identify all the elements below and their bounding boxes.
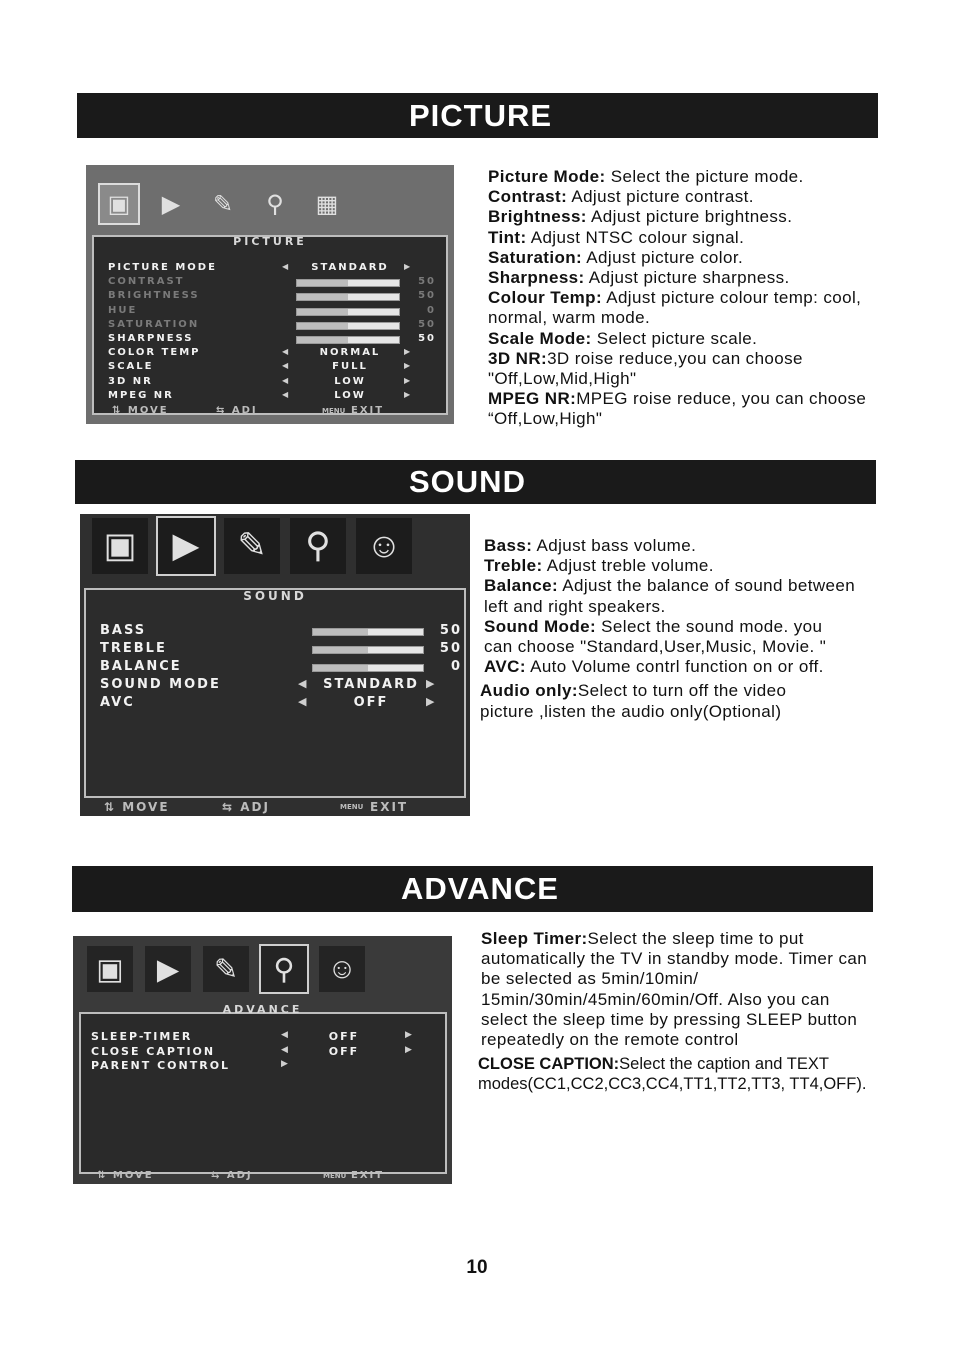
picture-section-heading <box>77 93 878 138</box>
menu-row-label: HUE <box>108 304 138 316</box>
sound-menu-screenshot <box>80 514 470 816</box>
level-value: 50 <box>418 318 436 330</box>
setup-icon: ✎ <box>224 518 280 574</box>
description-item <box>480 556 875 576</box>
description-term: Contrast: <box>488 187 568 207</box>
smiley-icon: ☺ <box>319 946 365 992</box>
description-item <box>488 288 868 328</box>
menu-row-value: STANDARD <box>311 262 389 273</box>
exit-hint: EXIT <box>351 1170 385 1181</box>
description-text: Select picture scale. <box>591 328 758 348</box>
menu-row-label: TREBLE <box>100 641 167 656</box>
description-item <box>478 1054 873 1094</box>
description-text: Adjust treble volume. <box>542 556 714 576</box>
advance-menu-screenshot <box>73 936 452 1184</box>
description-term: Balance: <box>484 576 559 596</box>
description-item <box>488 268 868 288</box>
level-fill <box>297 280 348 286</box>
description-text: Adjust the balance of sound between left and right speakers. <box>484 576 856 616</box>
description-item <box>488 187 868 207</box>
menu-row-label: COLOR TEMP <box>108 347 201 359</box>
adjust-hint: ⇆ ADJ <box>211 1170 253 1181</box>
menu-row-label: AVC <box>100 695 135 710</box>
page-number: 10 <box>466 1257 488 1278</box>
level-slider[interactable] <box>312 646 424 654</box>
menu-row-label: SATURATION <box>108 318 200 330</box>
setup-icon: ✎ <box>204 185 242 223</box>
menu-row-label: BASS <box>100 623 147 638</box>
description-term: Sleep Timer: <box>481 929 588 948</box>
level-slider[interactable] <box>296 322 400 330</box>
picture-icon: ▣ <box>92 518 148 574</box>
sound-section-heading <box>75 460 876 504</box>
exit-hint: EXIT <box>351 405 385 416</box>
level-value: 50 <box>439 641 462 656</box>
menu-row-label: SLEEP-TIMER <box>91 1030 193 1043</box>
description-term: Brightness: <box>488 207 587 227</box>
level-slider[interactable] <box>312 628 424 636</box>
sound-heading-text: SOUND <box>409 464 526 499</box>
level-value: 50 <box>439 623 462 638</box>
description-item <box>488 207 868 227</box>
menu-key-label: MENU <box>323 1172 347 1180</box>
picture-descriptions <box>488 167 868 430</box>
picture-menu-screenshot <box>86 165 454 424</box>
description-term: Scale Mode: <box>488 328 592 348</box>
description-item <box>480 576 875 616</box>
description-term: Sound Mode: <box>484 616 597 636</box>
menu-row-label: CLOSE CAPTION <box>91 1044 216 1058</box>
arrow-right-icon[interactable]: ▶ <box>404 347 413 357</box>
menu-title: SOUND <box>243 589 307 603</box>
description-item <box>488 329 868 349</box>
menu-row-label: SCALE <box>108 361 154 373</box>
move-hint: ⇅ MOVE <box>112 405 169 416</box>
menu-row-label: MPEG NR <box>108 389 174 401</box>
menu-row-label: BALANCE <box>100 659 182 674</box>
menu-row-value: LOW <box>334 389 366 401</box>
description-term: Colour Temp: <box>488 288 603 308</box>
level-fill <box>297 294 348 300</box>
menu-row-value: STANDARD <box>323 677 419 692</box>
menu-row[interactable] <box>86 262 454 276</box>
menu-row[interactable] <box>80 677 470 695</box>
description-term: Picture Mode: <box>488 167 606 186</box>
arrow-left-icon[interactable]: ◀ <box>282 375 291 385</box>
description-item <box>480 657 875 677</box>
menu-row[interactable] <box>73 1030 452 1045</box>
description-item <box>478 929 878 1050</box>
description-text: Select the caption and TEXT modes(CC1,CC2,CC3,CC4,TT1,TT2,TT3, TT4,OFF). <box>478 1055 867 1094</box>
adjust-hint: ⇆ ADJ <box>222 800 270 814</box>
description-term: 3D NR: <box>488 348 548 368</box>
description-item <box>488 349 868 389</box>
level-slider[interactable] <box>312 664 424 672</box>
menu-icon-row <box>92 518 470 574</box>
description-term: Saturation: <box>488 247 583 267</box>
menu-row[interactable] <box>80 623 470 641</box>
level-slider[interactable] <box>296 308 400 316</box>
level-fill <box>313 647 368 653</box>
menu-key-label: MENU <box>340 803 364 811</box>
menu-row[interactable] <box>86 305 454 319</box>
description-text: Select the sleep time to put automatically the TV in standby mode. Timer can be selected as 5min/10min/ 15min/30min/45min/60min/Off. Also you can select the sleep time by pressing SLEEP button repeatedly on the remote control <box>481 929 868 1050</box>
adjust-hint: ⇆ ADJ <box>216 405 258 416</box>
menu-row[interactable] <box>73 1045 452 1060</box>
menu-row-label: PARENT CONTROL <box>91 1059 231 1072</box>
arrow-right-icon[interactable]: ▶ <box>281 1059 290 1069</box>
description-term: Tint: <box>488 227 527 247</box>
menu-row-label: SOUND MODE <box>100 677 221 692</box>
menu-row-label: SHARPNESS <box>108 333 194 344</box>
description-term: Sharpness: <box>488 268 585 288</box>
advance-icon: ⚲ <box>256 185 294 223</box>
description-text: Adjust NTSC colour signal. <box>526 227 745 247</box>
arrow-right-icon[interactable]: ▶ <box>405 1030 414 1040</box>
menu-row[interactable] <box>86 347 454 361</box>
level-slider[interactable] <box>296 279 400 287</box>
menu-row[interactable] <box>80 695 470 713</box>
move-hint: ⇅ MOVE <box>104 800 170 814</box>
level-value: 50 <box>418 333 436 344</box>
description-text: Adjust picture sharpness. <box>584 268 790 288</box>
arrow-right-icon[interactable]: ▶ <box>404 375 413 385</box>
level-value: 0 <box>450 659 462 674</box>
description-term: Audio only: <box>480 681 578 701</box>
arrow-left-icon[interactable]: ◀ <box>281 1030 290 1040</box>
level-slider[interactable] <box>296 293 400 301</box>
level-value: 0 <box>427 304 436 316</box>
arrow-right-icon[interactable]: ▶ <box>426 677 437 690</box>
arrow-right-icon[interactable]: ▶ <box>405 1044 414 1055</box>
smiley-icon: ☺ <box>356 518 412 574</box>
level-fill <box>297 337 348 343</box>
level-value: 50 <box>418 276 436 288</box>
description-text: Select the sound mode. you can choose "Standard,User,Music, Movie. " <box>484 616 827 657</box>
menu-row-value: OFF <box>353 695 389 710</box>
description-text: Select the picture mode. <box>605 167 804 186</box>
level-slider[interactable] <box>296 336 400 344</box>
description-term: Bass: <box>484 536 533 555</box>
menu-row-value: OFF <box>328 1030 360 1043</box>
menu-row-value: FULL <box>332 361 368 373</box>
description-item <box>480 681 840 721</box>
menu-row-value: NORMAL <box>319 347 381 359</box>
menu-row[interactable] <box>86 290 454 304</box>
menu-row-label: BRIGHTNESS <box>108 290 200 302</box>
sound-descriptions <box>480 536 875 722</box>
menu-row[interactable] <box>80 659 470 677</box>
exit-hint: EXIT <box>370 800 409 814</box>
level-fill <box>313 665 368 671</box>
arrow-left-icon[interactable]: ◀ <box>282 361 291 371</box>
sound-icon: ▶ <box>158 518 214 574</box>
advance-icon: ⚲ <box>290 518 346 574</box>
move-hint: ⇅ MOVE <box>97 1170 154 1181</box>
description-term: MPEG NR: <box>488 389 577 409</box>
picture-icon: ▣ <box>100 185 138 223</box>
arrow-left-icon[interactable]: ◀ <box>298 695 309 708</box>
menu-row-label: CONTRAST <box>108 276 185 288</box>
sound-icon: ▶ <box>145 946 191 992</box>
arrow-left-icon[interactable]: ◀ <box>282 347 291 357</box>
level-fill <box>313 629 368 635</box>
setup-icon: ✎ <box>203 946 249 992</box>
sound-icon: ▶ <box>152 185 190 223</box>
description-text: MPEG roise reduce, you can choose “Off,Low,High" <box>488 389 867 429</box>
arrow-left-icon[interactable]: ◀ <box>281 1044 290 1055</box>
advance-section-heading <box>72 866 873 912</box>
menu-row[interactable] <box>86 276 454 290</box>
picture-icon: ▣ <box>87 946 133 992</box>
description-item <box>488 228 868 248</box>
menu-row[interactable] <box>73 1059 452 1074</box>
description-term: CLOSE CAPTION: <box>478 1055 620 1074</box>
menu-row[interactable] <box>86 376 454 390</box>
description-item <box>480 536 875 556</box>
menu-row[interactable] <box>80 641 470 659</box>
advance-icon: ⚲ <box>261 946 307 992</box>
arrow-right-icon[interactable]: ▶ <box>426 695 437 708</box>
arrow-right-icon[interactable]: ▶ <box>404 262 413 271</box>
level-value: 50 <box>418 290 436 302</box>
description-text: Adjust bass volume. <box>532 536 697 555</box>
arrow-left-icon[interactable]: ◀ <box>282 389 291 399</box>
description-item <box>480 617 834 657</box>
description-text: Adjust picture colour temp: cool, normal, warm mode. <box>488 288 862 328</box>
menu-icon-row <box>100 185 454 223</box>
arrow-left-icon[interactable]: ◀ <box>282 262 291 271</box>
description-item <box>488 389 868 429</box>
menu-row[interactable] <box>86 319 454 333</box>
menu-row[interactable] <box>86 361 454 375</box>
channel-icon: ▦ <box>308 185 346 223</box>
description-term: AVC: <box>484 657 526 677</box>
level-fill <box>297 323 348 329</box>
description-text: 3D roise reduce,you can choose "Off,Low,Mid,High" <box>488 348 803 389</box>
description-item <box>488 248 868 268</box>
menu-row[interactable] <box>86 333 454 347</box>
description-text: Adjust picture contrast. <box>567 187 754 207</box>
description-item <box>488 167 868 187</box>
level-fill <box>297 309 348 315</box>
menu-title: PICTURE <box>233 235 307 248</box>
advance-descriptions <box>478 929 878 1095</box>
description-text: Adjust picture color. <box>582 247 744 267</box>
menu-row-label: PICTURE MODE <box>108 262 217 273</box>
arrow-right-icon[interactable]: ▶ <box>404 361 413 371</box>
arrow-left-icon[interactable]: ◀ <box>298 677 309 690</box>
arrow-right-icon[interactable]: ▶ <box>404 389 413 399</box>
description-text: Auto Volume contrl function on or off. <box>525 657 824 677</box>
description-term: Treble: <box>484 556 543 576</box>
menu-row-value: LOW <box>334 375 366 387</box>
menu-title: ADVANCE <box>222 1003 303 1016</box>
menu-key-label: MENU <box>322 407 346 415</box>
menu-row[interactable] <box>86 390 454 404</box>
description-text: Adjust picture brightness. <box>586 207 793 227</box>
advance-heading-text: ADVANCE <box>401 871 559 906</box>
description-text: Select to turn off the video picture ,listen the audio only(Optional) <box>480 681 787 721</box>
picture-heading-text: PICTURE <box>409 97 553 133</box>
menu-row-value: OFF <box>328 1044 360 1058</box>
menu-icon-row <box>87 946 452 992</box>
menu-row-label: 3D NR <box>108 375 153 387</box>
